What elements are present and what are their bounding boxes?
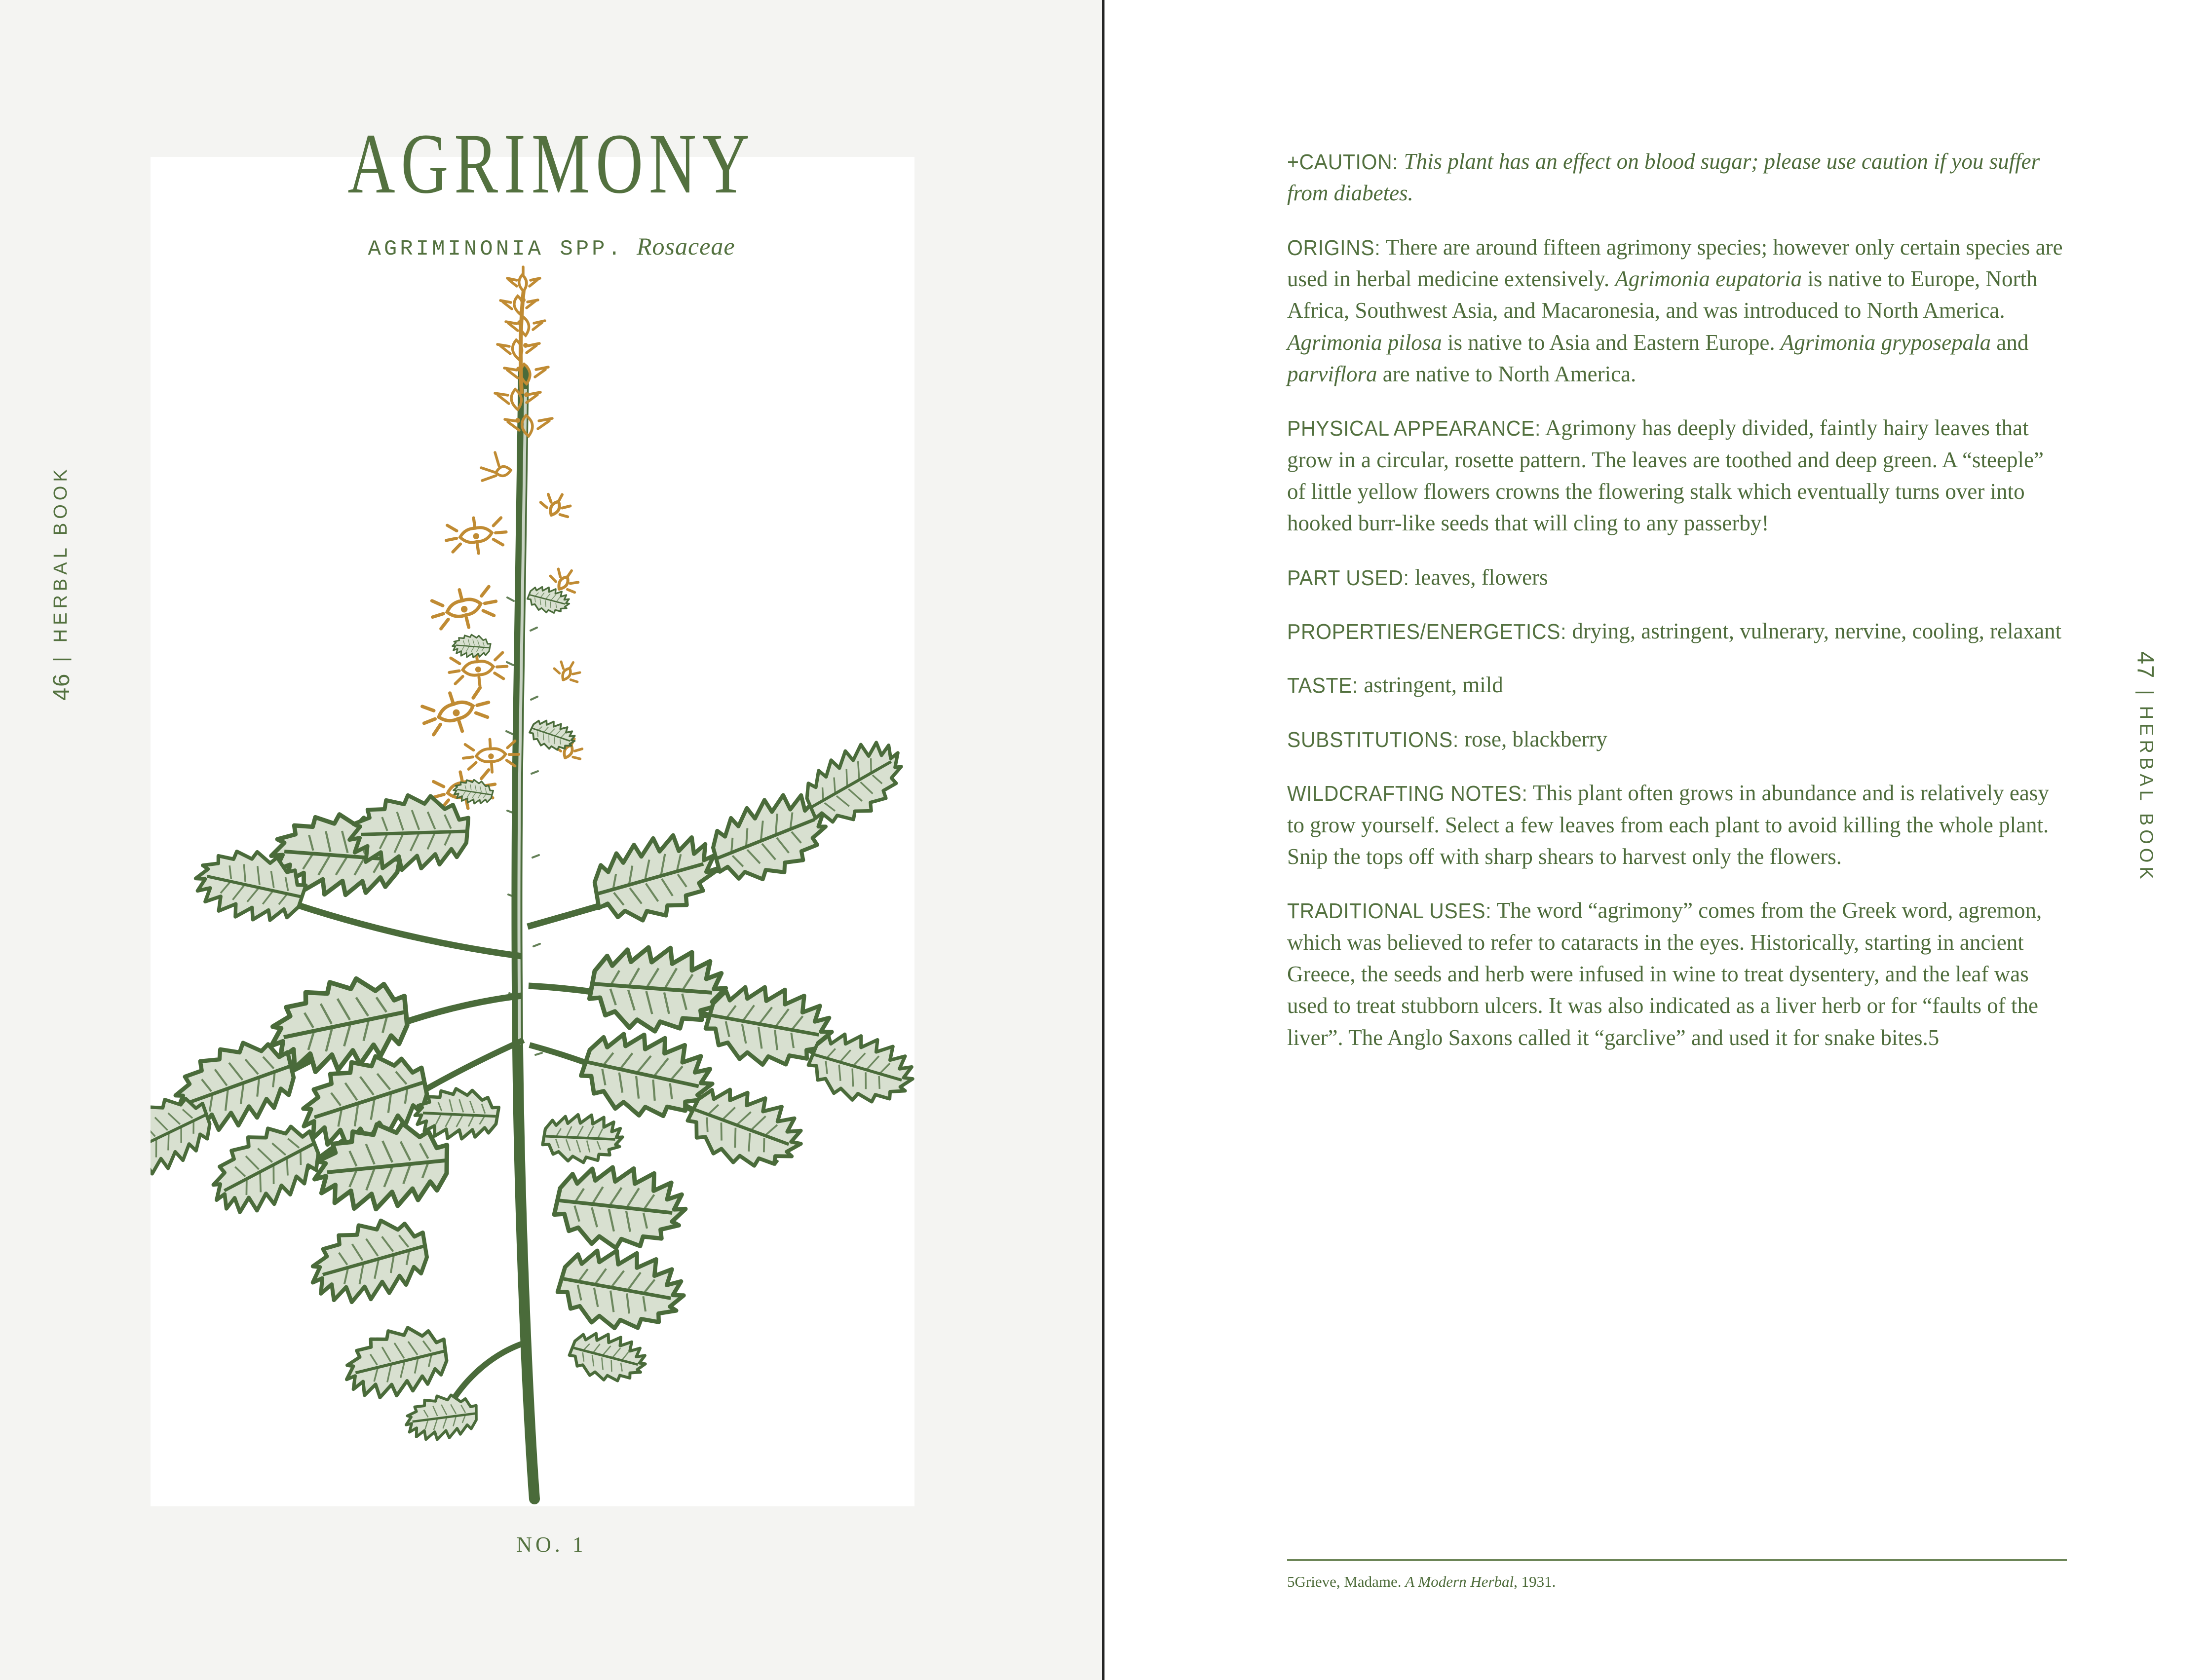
footnote-marker-author: 5Grieve, Madame. — [1287, 1573, 1406, 1590]
plant-family: Rosaceae — [636, 232, 735, 260]
flower-spike — [481, 267, 552, 481]
entry-physical-appearance — [1287, 412, 2067, 539]
entry-label-part-used: PART USED: — [1287, 565, 1409, 590]
entry-body-part: Agrimonia gryposepala — [1780, 330, 1991, 355]
entry-wildcrafting-notes — [1287, 777, 2067, 872]
open-flowers — [418, 487, 587, 815]
entry-body-traditional-uses: The word “agrimony” comes from the Greek word, agremon, which was believed to refer to cataracts in the eyes. Historically, starting in ancient Greece, the seeds and herb were infused in wine to treat dysentery, and the leaf was used to treat stubborn ulcers. It was also indicated as a liver herb or for “faults of the liver”. The Anglo Saxons called it “garclive” and used it for snake bites.5 — [1287, 898, 2042, 1050]
entry-label-caution: +CAUTION: — [1287, 149, 1399, 174]
entry-body-part: There are around fifteen agrimony species; however only certain species are used in herbal medicine extensively. — [1287, 234, 2063, 292]
plate-caption: NO. 1 — [516, 1532, 587, 1557]
entry-body-part: Agrimonia eupatoria — [1615, 266, 1802, 292]
left-running-head: HERBAL BOOK — [50, 465, 71, 643]
book-spine-divider — [1102, 0, 1104, 1680]
entry-taste — [1287, 669, 2067, 701]
entry-label-wildcrafting-notes: WILDCRAFTING NOTES: — [1287, 781, 1528, 806]
right-page-number: 47 — [2133, 651, 2159, 679]
right-page — [1103, 0, 2207, 1680]
entry-body-part: parviflora — [1287, 362, 1377, 387]
footnote-year: , 1931. — [1514, 1573, 1556, 1590]
entry-body-physical-appearance: Agrimony has deeply divided, faintly hairy leaves that grow in a circular, rosette pattern. The leaves are toothed and deep green. A “steeple” of little yellow flowers crowns the flowering stalk which eventually turns over into hooked burr-like seeds that will cling to any passerby! — [1287, 415, 2044, 536]
entry-part-used — [1287, 561, 2067, 593]
entry-label-taste: TASTE: — [1287, 673, 1359, 698]
footnote-work-title: A Modern Herbal — [1405, 1573, 1514, 1590]
entry-body-part: is native to Asia and Eastern Europe. — [1442, 330, 1781, 355]
right-running-head: HERBAL BOOK — [2136, 706, 2157, 883]
entry-body-taste: astringent, mild — [1364, 672, 1503, 698]
right-folio-separator: | — [2135, 690, 2157, 695]
right-page-folio — [2132, 651, 2160, 883]
left-page — [0, 0, 1103, 1680]
left-page-folio — [47, 465, 75, 701]
latin-genus: AGRIMINONIA SPP. — [368, 237, 624, 261]
footnote-block — [1287, 1559, 2067, 1592]
flowering-stalk — [506, 369, 542, 1499]
entry-label-physical-appearance: PHYSICAL APPEARANCE: — [1287, 416, 1541, 441]
page-title: AGRIMONY — [347, 116, 756, 212]
entry-body-part-used: leaves, flowers — [1414, 564, 1548, 590]
entry-body-part: Agrimonia pilosa — [1287, 330, 1442, 355]
entry-body-origins — [1287, 235, 2063, 386]
entry-traditional-uses — [1287, 895, 2067, 1053]
entry-body-part: and — [1991, 330, 2029, 355]
entry-body-wildcrafting-notes: This plant often grows in abundance and is relatively easy to grow yourself. Select a few leaves from each plant to avoid killing the whole plant. Snip the tops off with sharp shears to harvest only the flowers. — [1287, 781, 2049, 869]
entry-body-properties-energetics: drying, astringent, vulnerary, nervine, cooling, relaxant — [1572, 619, 2062, 644]
entry-body-caution: This plant has an effect on blood sugar; please use caution if you suffer from diabetes. — [1287, 149, 2040, 206]
entry-label-substitutions: SUBSTITUTIONS: — [1287, 727, 1459, 752]
left-folio-separator: | — [50, 653, 72, 662]
entry-body-substitutions: rose, blackberry — [1464, 726, 1607, 751]
entry-properties-energetics — [1287, 615, 2067, 647]
left-page-number: 46 — [48, 672, 74, 701]
entry-substitutions — [1287, 723, 2067, 755]
entry-label-origins: ORIGINS: — [1287, 235, 1381, 260]
entry-origins — [1287, 231, 2067, 390]
leaf-rosette — [151, 731, 914, 1442]
entry-body-part: is native to Europe, North Africa, Southwest Asia, and Macaronesia, and was introduced to North America. — [1287, 266, 2038, 323]
entry-label-properties-energetics: PROPERTIES/ENERGETICS: — [1287, 619, 1567, 644]
entry-body-part: are native to North America. — [1377, 362, 1636, 387]
illustration-panel — [151, 157, 914, 1506]
plant-latin-subtitle — [0, 232, 1103, 261]
herb-entry-list — [1287, 123, 2067, 1053]
agrimony-plant-illustration — [151, 157, 914, 1506]
footnote-rule — [1287, 1559, 2067, 1561]
entry-caution — [1287, 146, 2067, 209]
footnote-citation — [1287, 1572, 2067, 1592]
entry-label-traditional-uses: TRADITIONAL USES: — [1287, 898, 1492, 923]
